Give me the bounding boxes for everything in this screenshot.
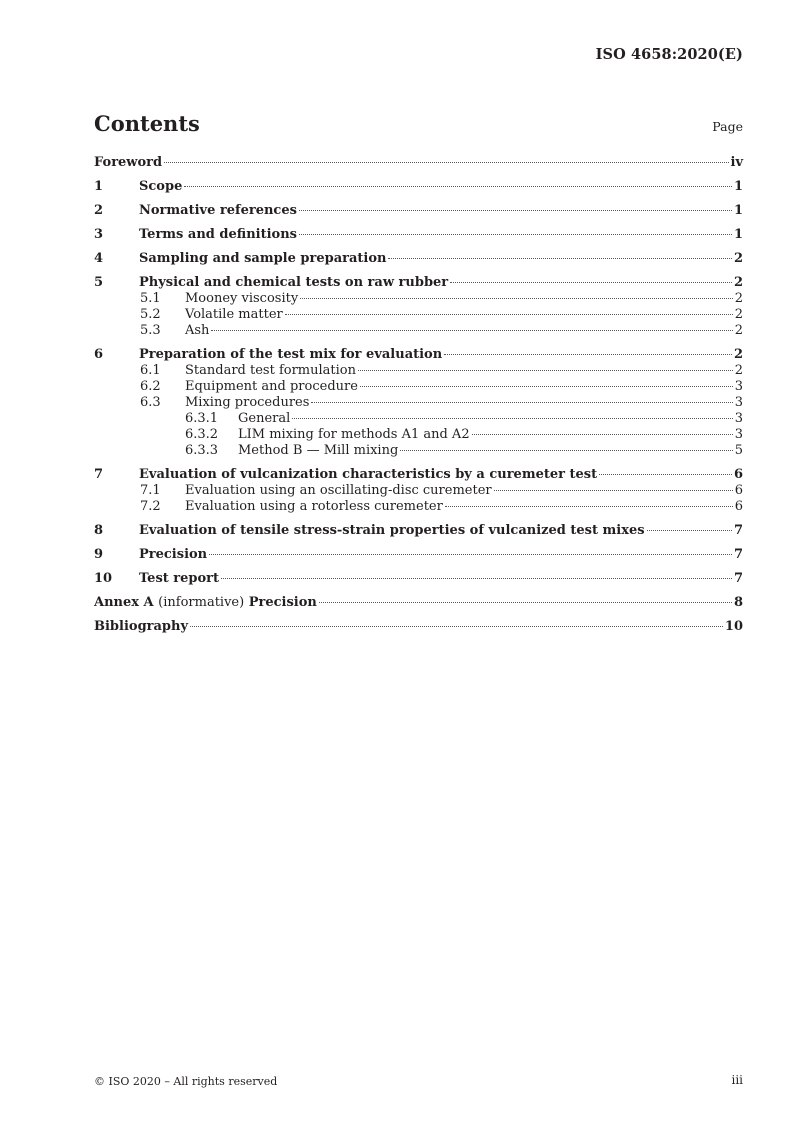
toc-entry-number: 6.3 (140, 395, 161, 410)
toc-entry-number: 5.1 (140, 291, 161, 306)
toc-entry[interactable] (94, 155, 743, 171)
contents-header (94, 111, 743, 136)
toc-entry-page: 2 (734, 291, 743, 306)
toc-entry[interactable] (94, 251, 743, 267)
toc-entry[interactable] (94, 275, 743, 291)
toc-entry-number: 5.3 (140, 323, 161, 338)
toc-entry-number: 3 (94, 227, 104, 242)
dot-leader (184, 186, 732, 187)
dot-leader (292, 418, 732, 419)
toc-entry[interactable] (94, 307, 743, 323)
toc-entry-number: 4 (94, 251, 104, 266)
toc-entry-title: Evaluation using an oscillating-disc curemeter (185, 483, 492, 498)
dot-leader (311, 402, 732, 403)
toc-entry-page: 10 (724, 619, 743, 634)
toc-entry-title: Mixing procedures (185, 395, 310, 410)
toc-entry[interactable] (94, 547, 743, 563)
toc-entry-title: Evaluation of vulcanization characteristics by a curemeter test (139, 467, 598, 482)
toc-entry[interactable] (94, 379, 743, 395)
table-of-contents (94, 155, 743, 635)
dot-leader (444, 354, 732, 355)
toc-entry-page: 6 (733, 467, 743, 482)
dot-leader (472, 434, 733, 435)
dot-leader (450, 282, 732, 283)
toc-entry-page: 1 (733, 227, 743, 242)
toc-entry-page: 3 (734, 427, 743, 442)
toc-entry-number: 6.3.2 (185, 427, 219, 442)
toc-entry-page: iv (730, 155, 743, 170)
toc-entry-title: Physical and chemical tests on raw rubber (139, 275, 449, 290)
toc-entry[interactable] (94, 411, 743, 427)
toc-entry[interactable] (94, 395, 743, 411)
toc-entry-title: LIM mixing for methods A1 and A2 (238, 427, 470, 442)
toc-entry[interactable] (94, 499, 743, 515)
contents-title: Contents (94, 111, 200, 136)
dot-leader (319, 602, 732, 603)
toc-entry[interactable] (94, 347, 743, 363)
toc-entry-page: 2 (734, 323, 743, 338)
toc-entry[interactable] (94, 483, 743, 499)
toc-entry-title: Foreword (94, 155, 163, 170)
annex-prefix: Annex A (94, 595, 154, 610)
toc-entry-title: Test report (139, 571, 220, 586)
toc-entry-number: 6.3.1 (185, 411, 219, 426)
toc-entry-page: 8 (733, 595, 743, 610)
dot-leader (358, 370, 733, 371)
toc-entry-title: Bibliography (94, 619, 189, 634)
toc-entry-page: 2 (734, 363, 743, 378)
toc-entry-number: 1 (94, 179, 104, 194)
toc-entry-number: 7.1 (140, 483, 161, 498)
dot-leader (647, 530, 732, 531)
toc-entry-number: 8 (94, 523, 104, 538)
toc-entry-title: General (238, 411, 291, 426)
toc-entry[interactable] (94, 523, 743, 539)
toc-entry-page: 5 (734, 443, 743, 458)
toc-entry[interactable] (94, 571, 743, 587)
toc-entry-number: 5.2 (140, 307, 161, 322)
annex-note: (informative) (158, 595, 245, 610)
toc-entry-number: 6.3.3 (185, 443, 219, 458)
dot-leader (190, 626, 723, 627)
toc-entry-title: Sampling and sample preparation (139, 251, 387, 266)
toc-entry[interactable] (94, 227, 743, 243)
toc-entry[interactable] (94, 203, 743, 219)
page-number: iii (731, 1073, 743, 1087)
toc-entry-page: 2 (733, 275, 743, 290)
toc-entry-number: 9 (94, 547, 104, 562)
toc-entry-title: Volatile matter (185, 307, 283, 322)
toc-entry-page: 3 (734, 411, 743, 426)
toc-entry-number: 2 (94, 203, 104, 218)
toc-entry-page: 1 (733, 203, 743, 218)
toc-entry-title: Standard test formulation (185, 363, 356, 378)
dot-leader (285, 314, 733, 315)
toc-entry-page: 3 (734, 379, 743, 394)
toc-entry[interactable] (94, 427, 743, 443)
toc-entry-title: Normative references (139, 203, 297, 218)
toc-entry[interactable] (94, 179, 743, 195)
toc-entry-page: 2 (733, 347, 743, 362)
document-code: ISO 4658:2020(E) (595, 46, 743, 63)
page-column-label: Page (712, 119, 743, 134)
dot-leader (599, 474, 732, 475)
toc-entry-page: 6 (734, 483, 743, 498)
toc-entry-title: Scope (139, 179, 183, 194)
toc-entry-number: 10 (94, 571, 113, 586)
toc-entry-number: 5 (94, 275, 104, 290)
toc-entry-page: 7 (733, 547, 743, 562)
dot-leader (221, 578, 732, 579)
toc-entry-number: 7 (94, 467, 104, 482)
toc-entry[interactable] (94, 363, 743, 379)
toc-entry-title (94, 595, 317, 611)
toc-entry-title: Evaluation of tensile stress-strain properties of vulcanized test mixes (139, 523, 645, 538)
copyright-notice: © ISO 2020 – All rights reserved (94, 1075, 278, 1088)
annex-title: Precision (248, 595, 317, 610)
dot-leader (400, 450, 732, 451)
toc-entry-number: 6.1 (140, 363, 161, 378)
dot-leader (211, 330, 732, 331)
dot-leader (299, 234, 732, 235)
toc-entry-title: Preparation of the test mix for evaluation (139, 347, 443, 362)
dot-leader (360, 386, 733, 387)
toc-entry-title: Method B — Mill mixing (238, 443, 399, 458)
toc-entry[interactable] (94, 323, 743, 339)
toc-entry-number: 7.2 (140, 499, 161, 514)
toc-entry-title: Ash (185, 323, 210, 338)
toc-entry-page: 7 (733, 571, 743, 586)
toc-entry-title: Equipment and procedure (185, 379, 358, 394)
dot-leader (494, 490, 733, 491)
toc-entry-title: Terms and definitions (139, 227, 297, 242)
toc-entry-page: 1 (733, 179, 743, 194)
toc-entry-number: 6.2 (140, 379, 161, 394)
toc-entry-number: 6 (94, 347, 104, 362)
toc-entry-page: 2 (733, 251, 743, 266)
toc-entry-title: Precision (139, 547, 208, 562)
toc-entry[interactable] (94, 291, 743, 307)
toc-entry-page: 3 (734, 395, 743, 410)
toc-entry-page: 7 (733, 523, 743, 538)
toc-entry-page: 6 (734, 499, 743, 514)
dot-leader (300, 298, 733, 299)
toc-entry-page: 2 (734, 307, 743, 322)
dot-leader (388, 258, 731, 259)
toc-entry-title: Evaluation using a rotorless curemeter (185, 499, 443, 514)
toc-entry[interactable] (94, 443, 743, 459)
toc-entry-title: Mooney viscosity (185, 291, 299, 306)
toc-entry[interactable] (94, 467, 743, 483)
toc-entry-annex[interactable] (94, 595, 743, 611)
dot-leader (164, 162, 728, 163)
toc-entry-bibliography[interactable] (94, 619, 743, 635)
dot-leader (299, 210, 732, 211)
dot-leader (209, 554, 732, 555)
dot-leader (445, 506, 733, 507)
